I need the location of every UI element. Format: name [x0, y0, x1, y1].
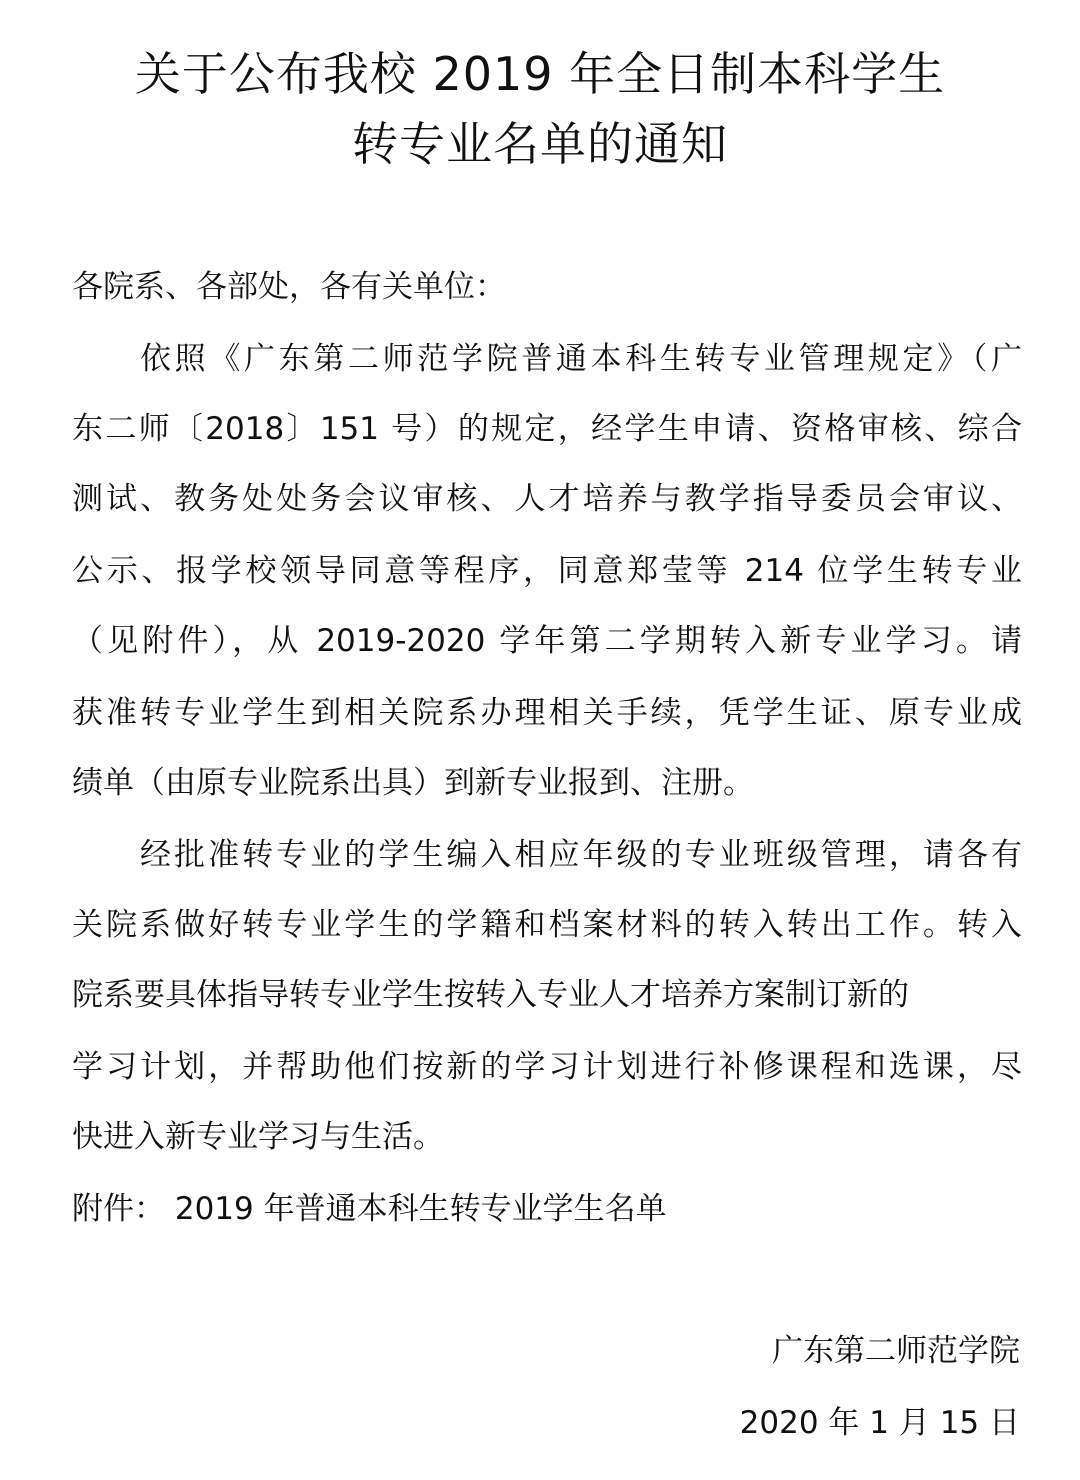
- signature-organization: 广东第二师范学院: [772, 1333, 1020, 1369]
- paragraph-2-line: 经批准转专业的学生编入相应年级的专业班级管理，请各有: [140, 837, 1022, 873]
- paragraph-1-line: 东二师〔2018〕151 号）的规定，经学生申请、资格审核、综合: [72, 411, 1022, 447]
- attachment-note: 附件： 2019 年普通本科生转专业学生名单: [72, 1191, 667, 1227]
- paragraph-2-line: 院系要具体指导转专业学生按转入专业人才培养方案制订新的: [72, 977, 909, 1013]
- paragraph-2-line: 关院系做好转专业学生的学籍和档案材料的转入转出工作。转入: [72, 907, 1022, 943]
- document-title-line-1: 关于公布我校 2019 年全日制本科学生: [134, 47, 946, 101]
- document-title-line-2: 转专业名单的通知: [352, 117, 728, 171]
- paragraph-1-line: 依照《广东第二师范学院普通本科生转专业管理规定》（广: [140, 341, 1022, 377]
- paragraph-1-line: 绩单（由原专业院系出具）到新专业报到、注册。: [72, 765, 754, 801]
- paragraph-1-line: 测试、教务处处务会议审核、人才培养与教学指导委员会审议、: [72, 481, 1022, 517]
- paragraph-2-line: 快进入新专业学习与生活。: [72, 1119, 444, 1155]
- salutation: 各院系、各部处，各有关单位：: [72, 269, 506, 305]
- paragraph-1-line: 获准转专业学生到相关院系办理相关手续，凭学生证、原专业成: [72, 695, 1022, 731]
- signature-date: 2020 年 1 月 15 日: [739, 1405, 1020, 1441]
- paragraph-2-line: 学习计划，并帮助他们按新的学习计划进行补修课程和选课，尽: [72, 1049, 1022, 1085]
- paragraph-1-line: （见附件），从 2019-2020 学年第二学期转入新专业学习。请: [72, 623, 1022, 659]
- paragraph-1-line: 公示、报学校领导同意等程序，同意郑莹等 214 位学生转专业: [72, 553, 1022, 589]
